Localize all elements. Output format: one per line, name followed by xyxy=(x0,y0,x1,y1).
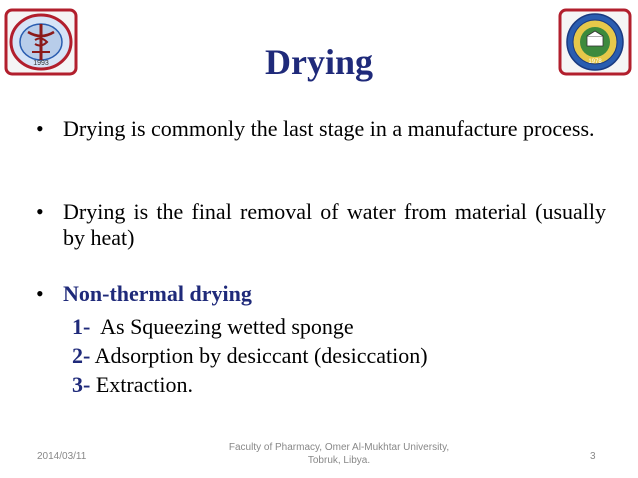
bullet-icon: • xyxy=(36,281,44,306)
bullet-icon: • xyxy=(36,116,44,141)
right-logo-year: 1978 xyxy=(588,59,602,65)
sub-item-text: Extraction. xyxy=(90,372,193,397)
bullet-item xyxy=(36,116,606,142)
slide-title: Drying xyxy=(265,42,373,82)
footer-institution-line: Tobruk, Libya. xyxy=(307,455,371,466)
bullet-item xyxy=(36,199,606,251)
page-number: 3 xyxy=(590,451,596,462)
sub-item-number: 1- xyxy=(72,314,91,339)
bullet-icon: • xyxy=(36,199,44,224)
footer-institution-line: Faculty of Pharmacy, Omer Al-Mukhtar University, xyxy=(228,442,450,453)
footer-institution xyxy=(200,441,478,467)
sub-item-text: Adsorption by desiccant (desiccation) xyxy=(90,343,428,368)
footer-date: 2014/03/11 xyxy=(37,451,87,462)
sub-item-text: As Squeezing wetted sponge xyxy=(90,314,354,339)
sub-list-item xyxy=(72,372,193,398)
sub-list-item xyxy=(72,343,428,369)
left-logo-year: 1993 xyxy=(33,60,49,67)
bullet-text: Drying is the final removal of water from material (usually by heat) xyxy=(63,199,606,250)
sub-list-item xyxy=(72,314,354,340)
bullet-text-heading: Non-thermal drying xyxy=(63,281,252,306)
bullet-text: Drying is commonly the last stage in a manufacture process. xyxy=(63,116,595,141)
bullet-item xyxy=(36,281,606,307)
sub-item-number: 3- xyxy=(72,372,91,397)
sub-item-number: 2- xyxy=(72,343,91,368)
